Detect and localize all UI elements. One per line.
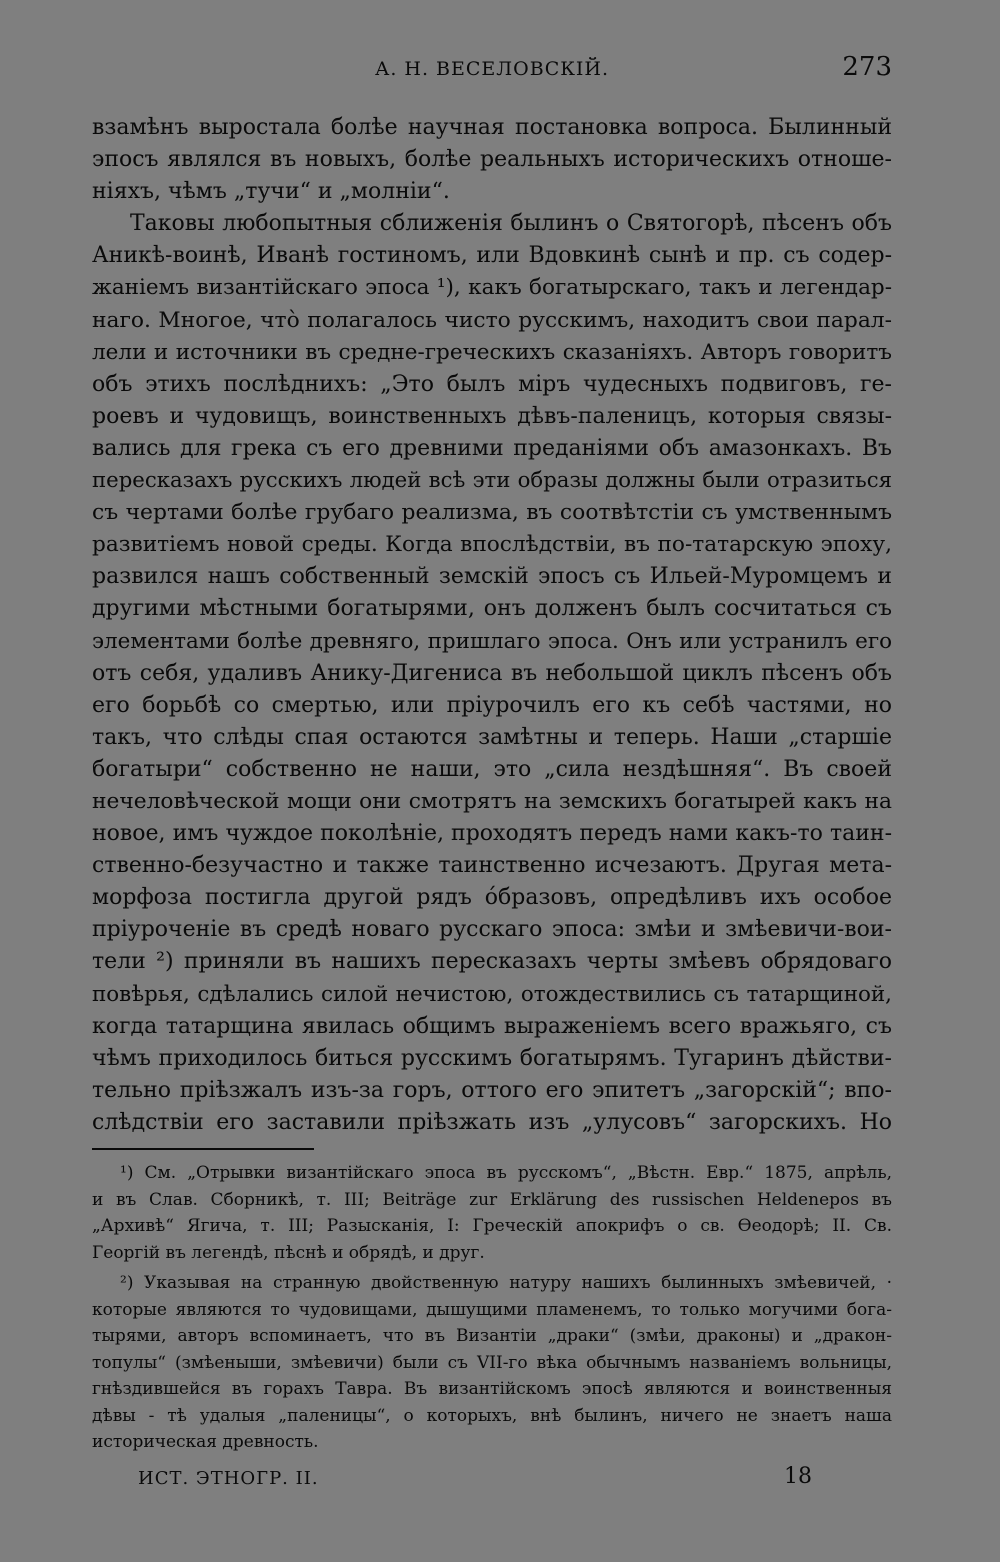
footnote-line: дѣвы - тѣ удалыя „паленицы“, о которыхъ, внѣ былинъ, ничего не знаетъ наша <box>92 1405 892 1426</box>
footnote-line: ¹) См. „Отрывки византійскаго эпоса въ русскомъ“, „Вѣстн. Евр.“ 1875, апрѣль, <box>120 1163 892 1183</box>
footnote-line: которые являются то чудовищами, дышущими пламенемъ, то только могучими бога- <box>92 1299 892 1320</box>
text-line: вались для грека съ его древними преданіями объ амазонкахъ. Въ <box>92 435 892 461</box>
text-line: когда татарщина явилась общимъ выраженіемъ всего вражьяго, съ <box>92 1013 892 1039</box>
text-line: такъ, что слѣды спая остаются замѣтны и теперь. Наши „старшіе <box>92 724 892 750</box>
footnote-line: и въ Слав. Сборникѣ, т. III; Beiträge zur Erklärung des russischen Heldenepos въ <box>92 1189 892 1210</box>
footnotes <box>92 1160 892 1456</box>
footnote-1 <box>92 1160 892 1266</box>
text-line: развитіемъ новой среды. Когда впослѣдствіи, въ по-татарскую эпоху, <box>92 532 892 558</box>
text-line: эпосъ являлся въ новыхъ, болѣе реальныхъ историческихъ отноше- <box>92 147 892 173</box>
printer-signature: ИСТ. ЭТНОГР. II. <box>138 1468 319 1489</box>
text-line: съ чертами болѣе грубаго реализма, въ соотвѣтстіи съ умственнымъ <box>92 500 892 526</box>
text-line: элементами болѣе древняго, пришлаго эпоса. Онъ или устранилъ его <box>92 628 892 654</box>
text-line: роевъ и чудовищъ, воинственныхъ дѣвъ-паленицъ, которыя связы- <box>92 403 892 429</box>
page-footer <box>92 1464 892 1494</box>
text-line: тели ²) приняли въ нашихъ пересказахъ черты змѣевъ обрядоваго <box>92 949 892 975</box>
text-line: нечеловѣческой мощи они смотрятъ на земскихъ богатырей какъ на <box>92 788 892 814</box>
text-line: Аникѣ-воинѣ, Иванѣ гостиномъ, или Вдовкинѣ сынѣ и пр. съ содер- <box>92 243 892 269</box>
paragraph-2 <box>92 208 892 1139</box>
main-text <box>92 112 892 1139</box>
text-line: тельно пріѣзжалъ изъ-за горъ, оттого его эпитетъ „загорскій“; впо- <box>92 1077 892 1103</box>
text-line: взамѣнъ выростала болѣе научная постановка вопроса. Былинный <box>92 115 892 140</box>
footnote-line: „Архивѣ“ Ягича, т. III; Разысканія, I: Греческій апокрифъ о св. Ѳеодорѣ; II. Св. <box>92 1216 892 1236</box>
page-number: 273 <box>842 52 892 82</box>
footnote-line: гнѣздившейся въ горахъ Тавра. Въ византійскомъ эпосѣ являются и воинственныя <box>92 1379 892 1399</box>
footnote-2 <box>92 1270 892 1456</box>
text-line: повѣрья, сдѣлались силой нечистою, отождествились съ татарщиной, <box>92 981 892 1007</box>
sheet-number: 18 <box>784 1464 812 1489</box>
text-line: жаніемъ византійскаго эпоса ¹), какъ богатырскаго, такъ и легендар- <box>92 275 892 301</box>
text-line: чѣмъ приходилось биться русскимъ богатырямъ. Тугаринъ дѣйстви- <box>92 1045 892 1071</box>
text-line: новое, имъ чуждое поколѣніе, проходятъ передъ нами какъ-то таин- <box>92 821 892 847</box>
text-line: Таковы любопытныя сближенія былинъ о Святогорѣ, пѣсенъ объ <box>130 211 892 237</box>
text-line: пріуроченіе въ средѣ новаго русскаго эпоса: змѣи и змѣевичи-вои- <box>92 917 892 943</box>
text-line: пересказахъ русскихъ людей всѣ эти образы должны были отразиться <box>92 468 892 494</box>
text-line: слѣдствіи его заставили пріѣзжать изъ „улусовъ“ загорскихъ. Но <box>92 1109 892 1135</box>
footnote-line: топулы“ (змѣеныши, змѣевичи) были съ VII-го вѣка обычнымъ названіемъ вольницы, <box>92 1352 892 1373</box>
text-line: его борьбѣ со смертью, или пріурочилъ его къ себѣ частями, но <box>92 692 892 718</box>
text-line: ніяхъ, чѣмъ „тучи“ и „молніи“. <box>92 179 450 205</box>
footnote-line: тырями, авторъ вспоминаетъ, что въ Византіи „драки“ (змѣи, драконы) и „дракон- <box>92 1326 892 1346</box>
text-line: морфоза постигла другой рядъ о́бразовъ, опредѣливъ ихъ особое <box>92 885 892 911</box>
text-line: наго. Многое, что̀ полагалось чисто русскимъ, находитъ свои парал- <box>92 307 892 333</box>
text-line: богатыри“ собственно не наши, это „сила нездѣшняя“. Въ своей <box>92 756 892 782</box>
text-line: объ этихъ послѣднихъ: „Это былъ міръ чудесныхъ подвиговъ, ге- <box>92 371 892 397</box>
paragraph-1 <box>92 112 892 208</box>
footnote-line: Георгій въ легендѣ, пѣснѣ и обрядѣ, и друг. <box>92 1242 485 1263</box>
page-header <box>92 52 892 84</box>
text-line: отъ себя, удаливъ Анику-Дигениса въ небольшой циклъ пѣсенъ объ <box>92 660 892 686</box>
footnote-line: ²) Указывая на странную двойственную натуру нашихъ былинныхъ змѣевичей, · <box>120 1273 892 1293</box>
text-line: ственно-безучастно и также таинственно исчезаютъ. Другая мета- <box>92 853 892 879</box>
text-line: развился нашъ собственный земскій эпосъ съ Ильей-Муромцемъ и <box>92 564 892 590</box>
text-line: другими мѣстными богатырями, онъ долженъ былъ сосчитаться съ <box>92 596 892 622</box>
footnote-line: историческая древность. <box>92 1432 319 1452</box>
text-line: лели и источники въ средне-греческихъ сказаніяхъ. Авторъ говоритъ <box>92 339 892 365</box>
running-title: А. Н. ВЕСЕЛОВСКІЙ. <box>374 58 610 80</box>
footnote-separator <box>92 1148 314 1150</box>
